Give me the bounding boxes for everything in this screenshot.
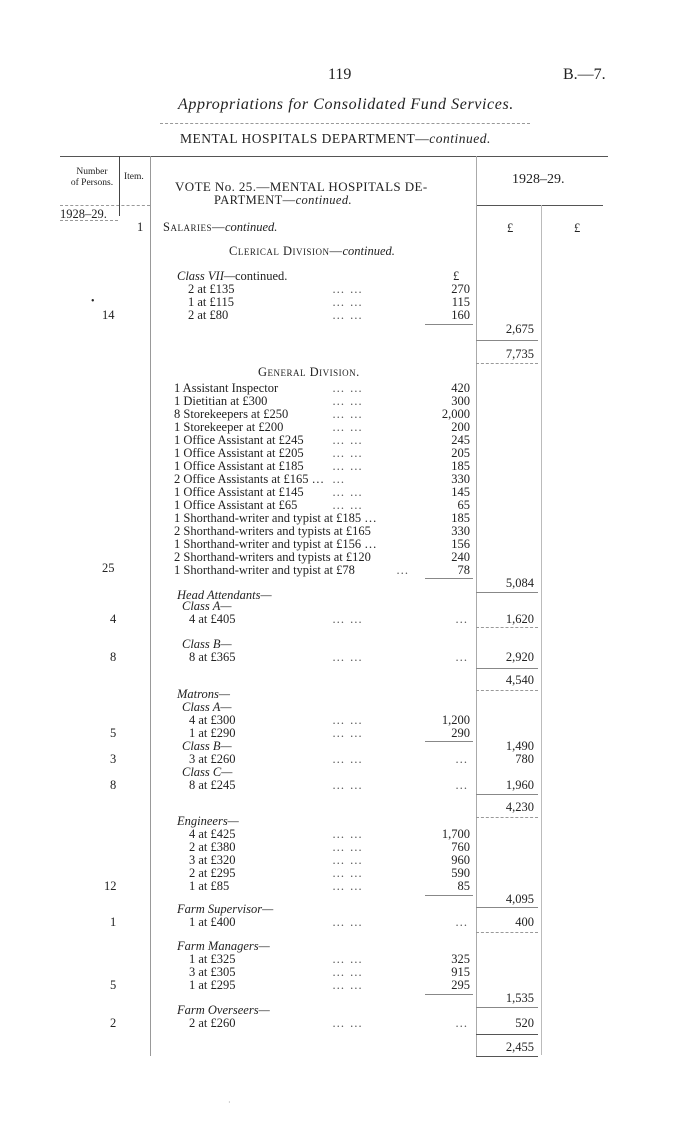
general-row-dots: … … [332, 459, 364, 473]
clerical-row-dots: … … [332, 295, 364, 309]
head-attendants-class-a-dots-end: … [455, 612, 469, 626]
margin-speck: · [228, 1098, 231, 1107]
head-attendants-class-b-total: 2,920 [505, 650, 534, 664]
matrons-total-rule [476, 794, 538, 795]
matrons-class-a-amount: 1,200 [441, 713, 470, 727]
clerical-class-continued: continued. [235, 269, 288, 283]
general-row-dots: … … [332, 446, 364, 460]
engineers-row-text: 2 at £295 [189, 866, 236, 880]
engineers-persons-count: 12 [104, 879, 117, 893]
general-row-text: 1 Office Assistant at £65 [174, 498, 298, 512]
matrons-class-c-row: 8 at £245 [189, 778, 236, 792]
matrons-class-a-rule [425, 741, 473, 742]
clerical-row-amount: 160 [451, 308, 470, 322]
vote-heading-line1: VOTE No. 25.—MENTAL HOSPITALS DE- [175, 179, 428, 194]
matrons-class-c-dots-end: … [455, 778, 469, 792]
page-number: 119 [328, 66, 352, 83]
salaries-label: Salaries— [163, 220, 225, 234]
salaries-continued: continued. [224, 220, 278, 234]
general-row-amount: 65 [457, 498, 470, 512]
matrons-total-underline [476, 817, 538, 818]
head-attendants-class-a-persons: 4 [110, 612, 117, 626]
engineers-row-amount: 590 [451, 866, 470, 880]
matrons-class-a-row: 4 at £300 [189, 713, 236, 727]
general-row-dots: … … [332, 407, 364, 421]
clerical-division-label: Clerical Division— [229, 244, 343, 258]
engineers-heading: Engineers— [177, 814, 239, 828]
engineers-row-dots: … … [332, 827, 364, 841]
general-row-text: 1 Shorthand-writer and typist at £185 … [174, 511, 377, 525]
general-row-amount: 156 [451, 537, 470, 551]
farm-managers-row-text: 1 at £325 [189, 952, 236, 966]
general-row-dots: … … [332, 420, 364, 434]
engineers-row-amount: 1,700 [441, 827, 470, 841]
farm-overseers-dots: … … [332, 1016, 364, 1030]
item-column-heading: Item. [124, 172, 144, 182]
vote-heading-line2 [214, 194, 352, 207]
clerical-total: 7,735 [505, 347, 534, 361]
matrons-class-b-dots-end: … [455, 752, 469, 766]
margin-mark: • [91, 296, 95, 307]
engineers-row-dots: … … [332, 840, 364, 854]
general-row-amount: 300 [451, 394, 470, 408]
general-row-amount: 330 [451, 524, 470, 538]
engineers-row-text: 1 at £85 [189, 879, 230, 893]
general-row-text: 1 Shorthand-writer and typist at £78 [174, 563, 355, 577]
matrons-class-a-total: 1,490 [505, 739, 534, 753]
general-row-text: 2 Shorthand-writers and typists at £165 [174, 524, 371, 538]
table-top-rule [60, 156, 608, 157]
head-attendants-class-a-dots: … … [332, 612, 364, 626]
farm-supervisor-underline [476, 932, 538, 933]
clerical-row-text: 1 at £115 [188, 295, 235, 309]
matrons-total: 4,230 [505, 800, 534, 814]
persons-heading-line1: Number [76, 167, 108, 177]
head-attendants-class-b-dots: … … [332, 650, 364, 664]
matrons-heading: Matrons— [177, 687, 231, 701]
engineers-subtotal-rule [425, 895, 473, 896]
general-row-dots: … … [332, 433, 364, 447]
general-row-dots: … [396, 563, 410, 577]
head-attendants-heading: Head Attendants— [177, 588, 272, 602]
general-row-text: 2 Shorthand-writers and typists at £120 [174, 550, 371, 564]
clerical-row-amount: 115 [451, 295, 470, 309]
farm-supervisor-total: 400 [515, 915, 534, 929]
general-row-dots: … … [332, 498, 364, 512]
clerical-row-dots: … … [332, 282, 364, 296]
persons-year-label: 1928–29. [60, 207, 107, 221]
department-continued: continued. [429, 131, 491, 146]
head-attendants-total-rule [476, 668, 538, 669]
year-column-heading: 1928–29. [512, 172, 565, 187]
general-row-amount: 185 [451, 459, 470, 473]
salaries-heading [163, 221, 277, 234]
grand-total: 2,455 [505, 1040, 534, 1054]
head-attendants-class-a-underline [476, 627, 538, 628]
general-row-amount: 330 [451, 472, 470, 486]
head-attendants-class-a-total: 1,620 [505, 612, 534, 626]
engineers-row-text: 2 at £380 [189, 840, 236, 854]
matrons-class-c-total: 1,960 [505, 778, 534, 792]
clerical-persons-count: 14 [102, 308, 115, 322]
farm-supervisor-persons: 1 [110, 915, 117, 929]
general-row-amount: 2,000 [441, 407, 470, 421]
clerical-continued: continued. [342, 244, 395, 258]
department-name: MENTAL HOSPITALS DEPARTMENT— [180, 131, 430, 146]
general-row-dots: … … [332, 381, 364, 395]
vote-heading-part: PARTMENT— [214, 193, 296, 207]
matrons-class-a-dots: … … [332, 713, 364, 727]
matrons-class-c-persons: 8 [110, 778, 117, 792]
farm-overseers-total: 520 [515, 1016, 534, 1030]
general-row-text: 8 Storekeepers at £250 [174, 407, 289, 421]
farm-managers-row-text: 1 at £295 [189, 978, 236, 992]
general-row-text: 1 Office Assistant at £185 [174, 459, 304, 473]
clerical-total-underline [476, 363, 538, 364]
general-row-text: 1 Office Assistant at £145 [174, 485, 304, 499]
general-row-amount: 145 [451, 485, 470, 499]
farm-managers-row-amount: 295 [451, 978, 470, 992]
general-row-amount: 245 [451, 433, 470, 447]
matrons-class-a-row: 1 at £290 [189, 726, 236, 740]
column-divider-item [150, 156, 151, 1056]
clerical-class-label: Class VII— [177, 269, 235, 283]
head-attendants-class-a-heading: Class A— [182, 599, 232, 613]
head-attendants-rule [476, 592, 538, 593]
general-row-text: 1 Office Assistant at £245 [174, 433, 304, 447]
farm-supervisor-dots-end: … [455, 915, 469, 929]
engineers-row-amount: 960 [451, 853, 470, 867]
matrons-class-b-row: 3 at £260 [189, 752, 236, 766]
department-heading [180, 131, 491, 147]
title-rule [160, 123, 530, 124]
clerical-subtotal: 2,675 [505, 322, 534, 336]
engineers-row-dots: … … [332, 853, 364, 867]
matrons-class-b-heading: Class B— [182, 739, 232, 753]
farm-overseers-rule [476, 1007, 538, 1008]
matrons-class-a-heading: Class A— [182, 700, 232, 714]
engineers-row-text: 4 at £425 [189, 827, 236, 841]
clerical-row-dots: … … [332, 308, 364, 322]
matrons-class-c-dots: … … [332, 778, 364, 792]
farm-supervisor-heading: Farm Supervisor— [177, 902, 274, 916]
general-subtotal-rule [425, 578, 473, 579]
farm-supervisor-dots: … … [332, 915, 364, 929]
farm-supervisor-rule [476, 907, 538, 908]
farm-managers-row-amount: 325 [451, 952, 470, 966]
farm-managers-heading: Farm Managers— [177, 939, 270, 953]
matrons-class-b-persons: 3 [110, 752, 117, 766]
engineers-row-amount: 760 [451, 840, 470, 854]
grand-total-underline [476, 1056, 538, 1057]
general-row-text: 2 Office Assistants at £165 … [174, 472, 325, 486]
clerical-row-text: 2 at £135 [188, 282, 235, 296]
farm-overseers-heading: Farm Overseers— [177, 1003, 270, 1017]
persons-heading-line2: of Persons. [70, 178, 114, 188]
head-attendants-total-underline [476, 690, 538, 691]
general-row-amount: 420 [451, 381, 470, 395]
general-row-text: 1 Assistant Inspector [174, 381, 279, 395]
head-attendants-class-b-heading: Class B— [182, 637, 232, 651]
general-row-amount: 200 [451, 420, 470, 434]
page-title: Appropriations for Consolidated Fund Services. [178, 96, 514, 113]
engineers-row-dots: … … [332, 866, 364, 880]
persons-column-heading [66, 167, 118, 189]
matrons-class-b-total: 780 [515, 752, 534, 766]
general-persons-count: 25 [102, 561, 115, 575]
head-attendants-total: 4,540 [505, 673, 534, 687]
farm-managers-row-amount: 915 [451, 965, 470, 979]
clerical-total-rule [476, 340, 538, 341]
clerical-subtotal-rule [425, 324, 473, 325]
matrons-class-a-amount: 290 [451, 726, 470, 740]
general-row-dots: … … [332, 485, 364, 499]
farm-overseers-persons: 2 [110, 1016, 117, 1030]
head-attendants-class-b-persons: 8 [110, 650, 117, 664]
clerical-row-text: 2 at £80 [188, 308, 229, 322]
item-number: 1 [137, 220, 144, 234]
column-divider-amount-left [476, 156, 477, 1056]
clerical-row-amount: 270 [451, 282, 470, 296]
matrons-class-c-heading: Class C— [182, 765, 233, 779]
general-division-heading: General Division. [258, 365, 360, 379]
general-row-text: 1 Dietitian at £300 [174, 394, 268, 408]
farm-managers-row-dots: … … [332, 978, 364, 992]
matrons-class-a-dots: … … [332, 726, 364, 740]
general-row-text: 1 Shorthand-writer and typist at £156 … [174, 537, 377, 551]
general-row-amount: 240 [451, 550, 470, 564]
general-row-amount: 185 [451, 511, 470, 525]
column-divider-amount-mid [541, 205, 542, 1055]
farm-managers-total: 1,535 [505, 991, 534, 1005]
farm-supervisor-row: 1 at £400 [189, 915, 236, 929]
general-row-text: 1 Storekeeper at £200 [174, 420, 284, 434]
general-row-amount: 78 [457, 563, 470, 577]
clerical-pound-symbol: £ [453, 269, 460, 283]
engineers-row-text: 3 at £320 [189, 853, 236, 867]
head-attendants-class-a-row: 4 at £405 [189, 612, 236, 626]
header-bottom-rule-left [60, 205, 150, 206]
general-row-dots: … … [332, 394, 364, 408]
farm-managers-row-text: 3 at £305 [189, 965, 236, 979]
farm-managers-row-dots: … … [332, 952, 364, 966]
general-row-dots: … [332, 472, 346, 486]
general-row-text: 1 Office Assistant at £205 [174, 446, 304, 460]
grand-total-rule [476, 1034, 538, 1035]
clerical-division-heading [229, 245, 395, 258]
farm-overseers-dots-end: … [455, 1016, 469, 1030]
head-attendants-class-b-row: 8 at £365 [189, 650, 236, 664]
farm-managers-row-dots: … … [332, 965, 364, 979]
engineers-total: 4,095 [505, 892, 534, 906]
header-bottom-rule-right [476, 205, 603, 206]
currency-symbol-right: £ [574, 221, 581, 235]
engineers-row-dots: … … [332, 879, 364, 893]
currency-symbol-left: £ [507, 221, 514, 235]
general-total: 5,084 [505, 576, 534, 590]
general-row-amount: 205 [451, 446, 470, 460]
vote-heading-continued: continued. [295, 193, 352, 207]
engineers-row-amount: 85 [457, 879, 470, 893]
head-attendants-class-b-dots-end: … [455, 650, 469, 664]
document-reference: B.—7. [563, 66, 606, 83]
matrons-class-b-dots: … … [332, 752, 364, 766]
matrons-class-a-persons: 5 [110, 726, 117, 740]
farm-managers-subtotal-rule [425, 994, 473, 995]
farm-managers-persons: 5 [110, 978, 117, 992]
column-divider-persons [119, 156, 120, 216]
farm-overseers-row: 2 at £260 [189, 1016, 236, 1030]
